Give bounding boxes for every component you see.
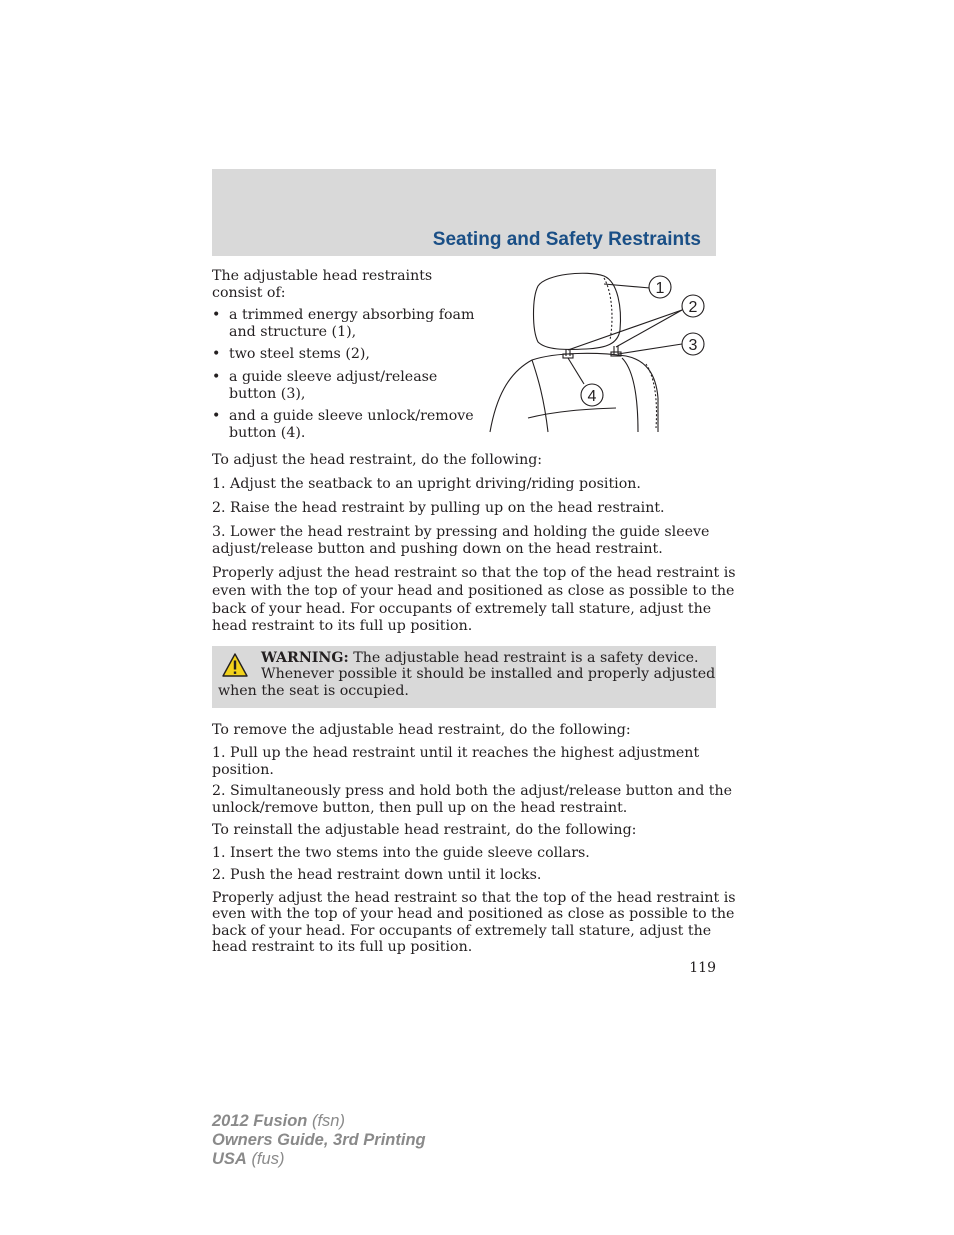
callout-label-3: 3 xyxy=(688,337,698,354)
warning-triangle-icon xyxy=(221,652,249,678)
seatback-side xyxy=(622,358,638,432)
adjust-paragraph: back of your head. For occupants of extremely tall stature, adjust the xyxy=(212,601,712,617)
seatback-panel-line xyxy=(528,408,616,418)
intro-line: consist of: xyxy=(212,285,286,301)
adjust-lead: To adjust the head restraint, do the following: xyxy=(212,452,543,468)
reinstall-paragraph: Properly adjust the head restraint so that the top of the head restraint is xyxy=(212,890,736,906)
leader-line-2 xyxy=(568,310,682,350)
bullet-marker: • xyxy=(212,307,221,323)
adjust-step: adjust/release button and pushing down on the head restraint. xyxy=(212,541,663,557)
callout-label-2: 2 xyxy=(688,299,698,316)
warning-line: when the seat is occupied. xyxy=(218,683,409,699)
remove-step: 1. Pull up the head restraint until it reaches the highest adjustment xyxy=(212,745,700,761)
reinstall-step: 1. Insert the two stems into the guide sleeve collars. xyxy=(212,845,590,861)
headrest-seam xyxy=(604,278,612,340)
head-restraint-diagram xyxy=(486,268,716,438)
callout-label-1: 1 xyxy=(655,280,665,297)
warning-label: WARNING: xyxy=(261,650,349,666)
leader-line-4 xyxy=(568,358,584,384)
adjust-paragraph: head restraint to its full up position. xyxy=(212,618,473,634)
footer-region-code: (fus) xyxy=(251,1150,285,1168)
leader-line-1 xyxy=(604,284,650,288)
remove-step: unlock/remove button, then pull up on the head restraint. xyxy=(212,800,628,816)
callout-label-4: 4 xyxy=(587,388,597,405)
adjust-step: 2. Raise the head restraint by pulling up on the head restraint. xyxy=(212,500,665,516)
page-number: 119 xyxy=(689,960,716,976)
footer-guide: Owners Guide, 3rd Printing xyxy=(212,1131,426,1149)
bullet-text: and a guide sleeve unlock/remove xyxy=(229,408,474,424)
remove-step: 2. Simultaneously press and hold both the adjust/release button and the xyxy=(212,783,733,799)
bullet-item xyxy=(212,408,472,442)
bullet-text: two steel stems (2), xyxy=(229,346,370,362)
remove-step: position. xyxy=(212,762,274,778)
adjust-step: 1. Adjust the seatback to an upright driving/riding position. xyxy=(212,476,641,492)
bullet-item xyxy=(212,369,472,403)
bullet-text: button (3), xyxy=(229,386,306,402)
adjust-paragraph: Properly adjust the head restraint so that the top of the head restraint is xyxy=(212,565,736,581)
bullet-marker: • xyxy=(212,346,221,362)
warning-box xyxy=(212,646,716,708)
reinstall-paragraph: head restraint to its full up position. xyxy=(212,939,473,955)
warning-line: Whenever possible it should be installed and properly adjusted xyxy=(261,666,716,682)
bullet-text: and structure (1), xyxy=(229,324,357,340)
warning-text: The adjustable head restraint is a safety device. xyxy=(353,650,699,666)
seatback-bolster xyxy=(532,360,548,432)
reinstall-lead: To reinstall the adjustable head restraint, do the following: xyxy=(212,822,637,838)
leader-line-3 xyxy=(618,344,682,354)
section-header-band xyxy=(212,169,716,256)
section-title: Seating and Safety Restraints xyxy=(432,229,701,250)
bullet-item xyxy=(212,307,475,341)
reinstall-paragraph: back of your head. For occupants of extremely tall stature, adjust the xyxy=(212,923,712,939)
bullet-marker: • xyxy=(212,369,221,385)
bullet-text: a guide sleeve adjust/release xyxy=(229,369,438,385)
reinstall-paragraph: even with the top of your head and positioned as close as possible to the xyxy=(212,906,735,922)
remove-lead: To remove the adjustable head restraint, do the following: xyxy=(212,722,631,738)
footer-model-code: (fsn) xyxy=(311,1112,345,1130)
warning-line xyxy=(261,650,698,667)
adjust-step: 3. Lower the head restraint by pressing and holding the guide sleeve xyxy=(212,524,710,540)
seatback-outline xyxy=(490,353,658,432)
footer-region: USA xyxy=(212,1150,247,1168)
bullet-item xyxy=(212,346,472,363)
bullet-text: button (4). xyxy=(229,425,306,441)
footer-info xyxy=(212,1112,426,1169)
bullet-text: a trimmed energy absorbing foam xyxy=(229,307,475,323)
intro-line: The adjustable head restraints xyxy=(212,268,433,284)
adjust-paragraph: even with the top of your head and positioned as close as possible to the xyxy=(212,583,735,599)
leader-line-2 xyxy=(616,310,682,347)
reinstall-step: 2. Push the head restraint down until it locks. xyxy=(212,867,542,883)
footer-model: 2012 Fusion xyxy=(212,1112,308,1130)
bullet-marker: • xyxy=(212,408,221,424)
